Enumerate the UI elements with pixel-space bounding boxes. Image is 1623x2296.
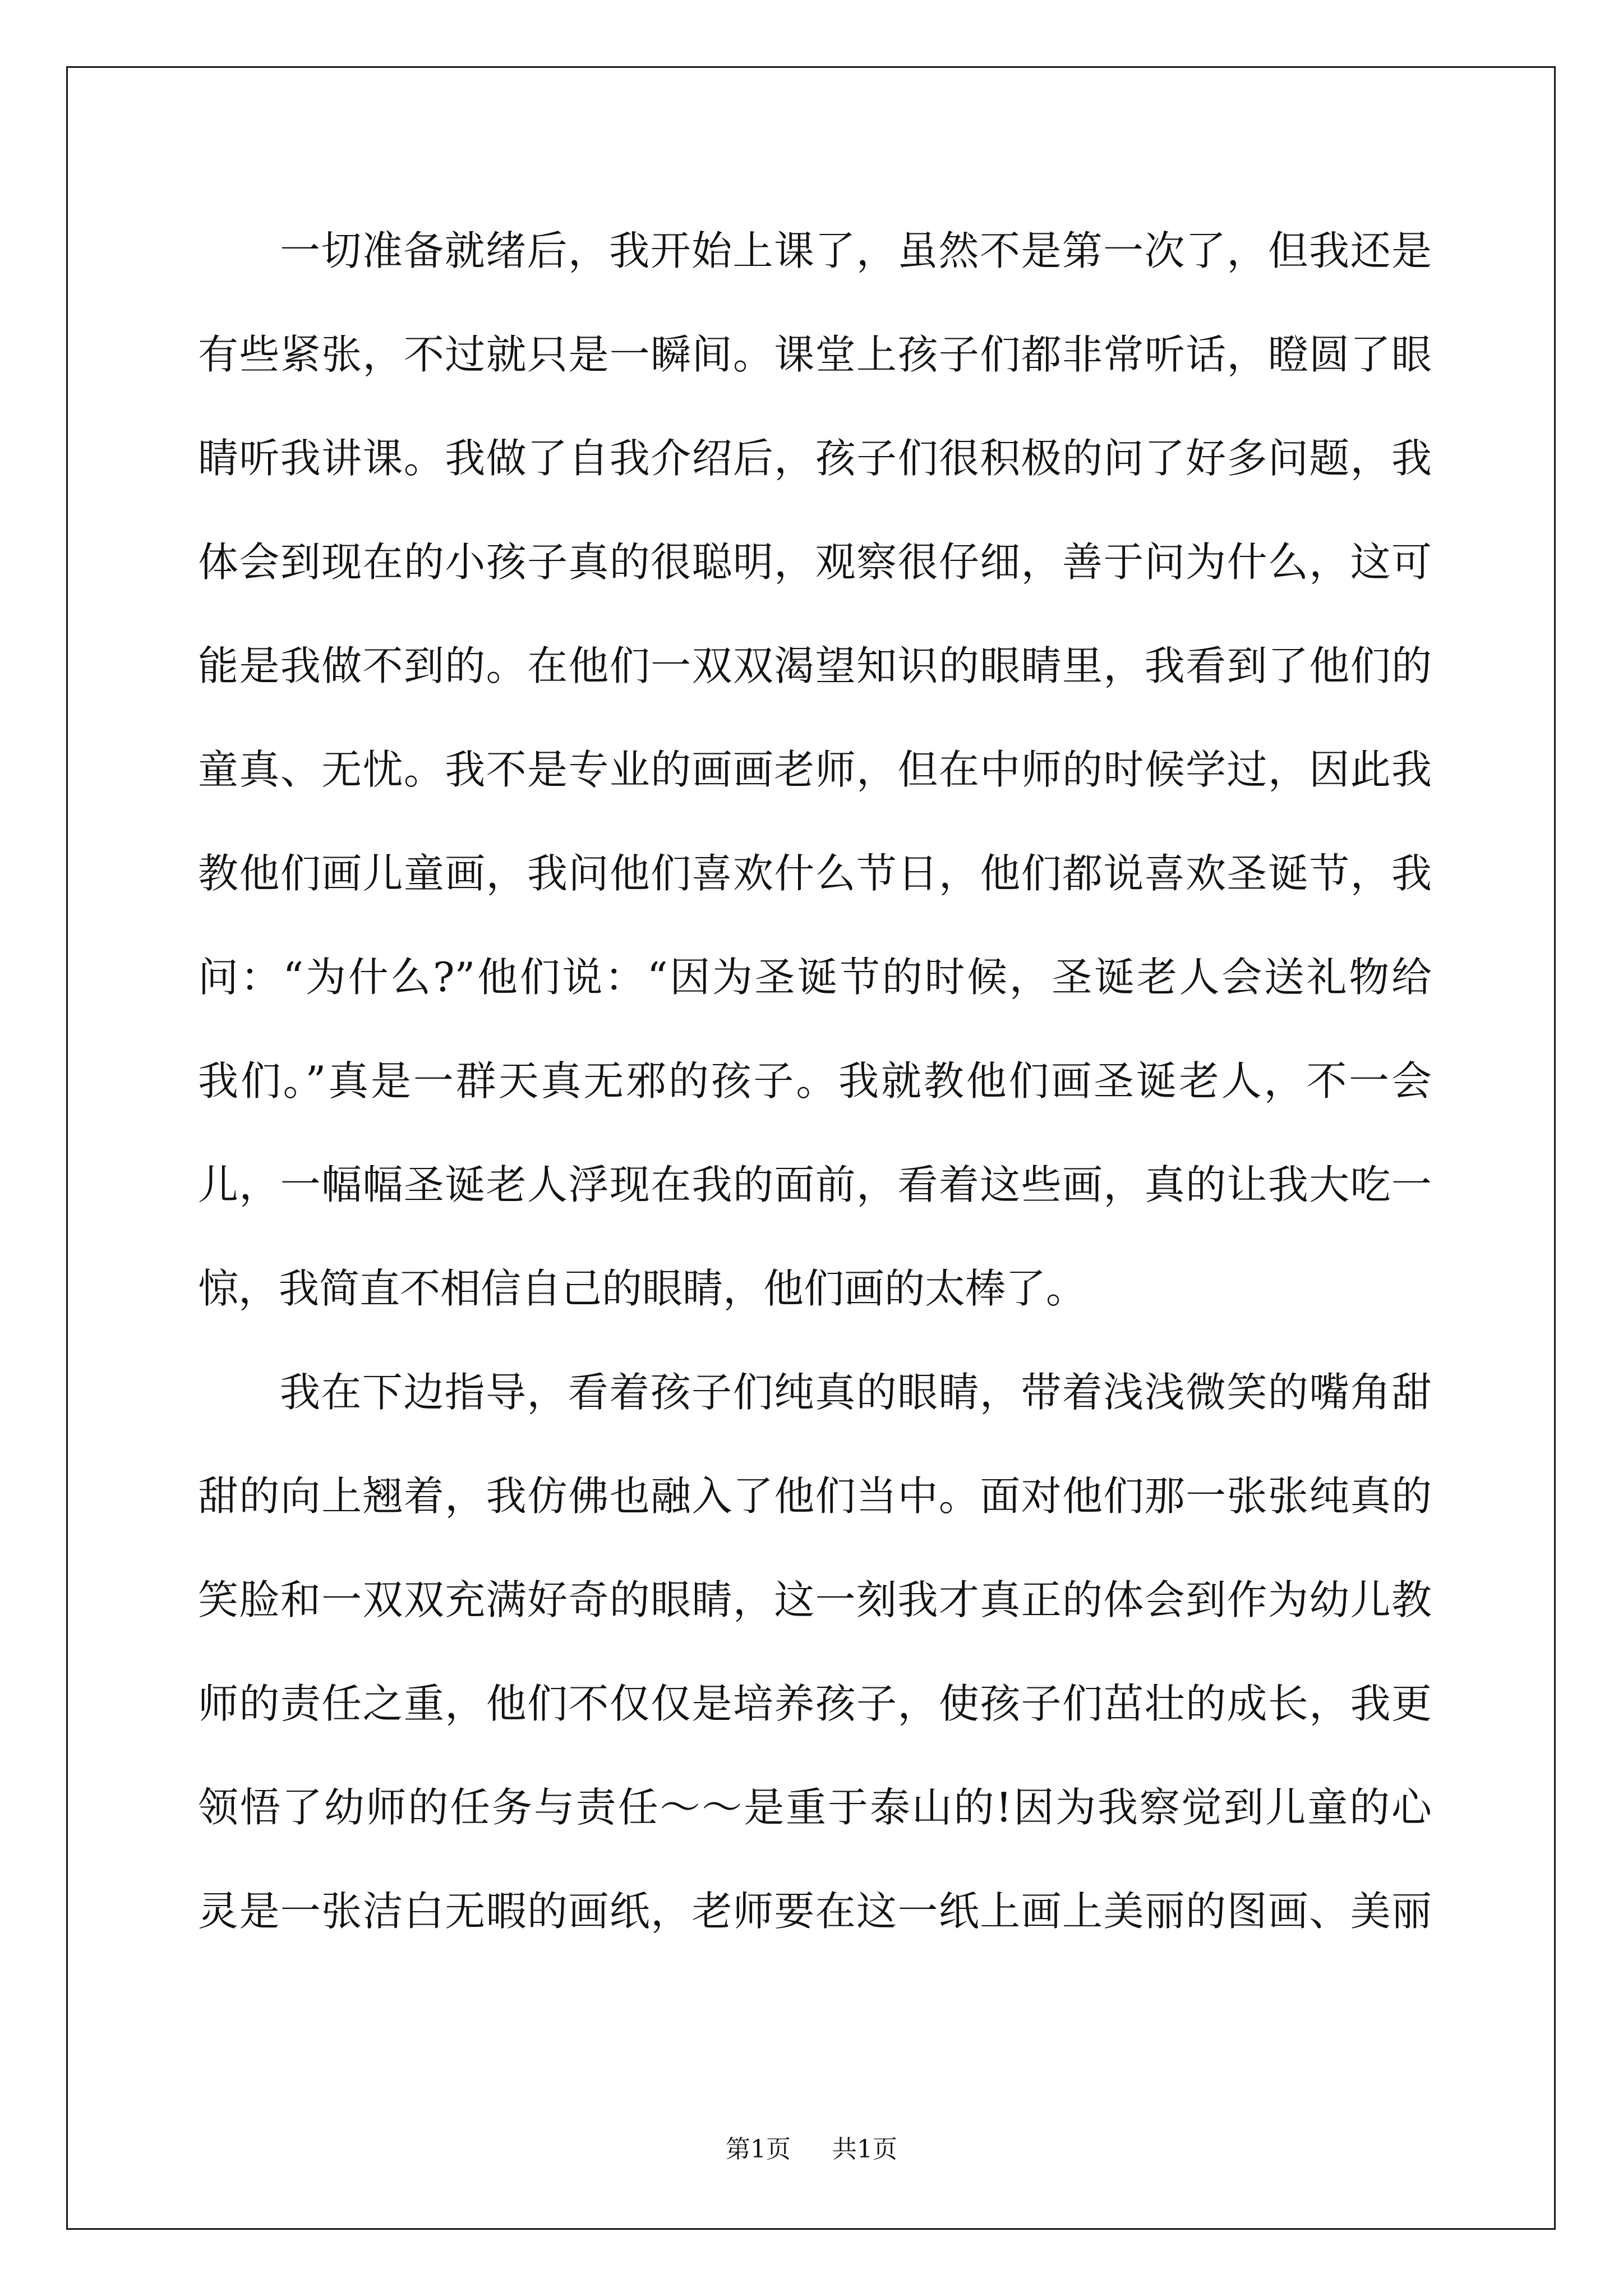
page-number-total: 共1页 <box>832 2135 897 2164</box>
paragraph-1-line-2: 有些紧张，不过就只是一瞬间。课堂上孩子们都非常听话，瞪圆了眼 <box>198 331 1432 378</box>
paragraph-1-line-8: 问：“为什么?”他们说：“因为圣诞节的时候，圣诞老人会送礼物给 <box>198 954 1432 1001</box>
paragraph-2-line-1: 我在下边指导，看着孩子们纯真的眼睛，带着浅浅微笑的嘴角甜 <box>280 1369 1432 1416</box>
paragraph-1-line-3: 睛听我讲课。我做了自我介绍后，孩子们很积极的问了好多问题，我 <box>198 435 1432 482</box>
document-body <box>198 199 1432 1963</box>
paragraph-1-line-10: 儿，一幅幅圣诞老人浮现在我的面前，看着这些画，真的让我大吃一 <box>198 1161 1432 1208</box>
paragraph-2-line-2: 甜的向上翘着，我仿佛也融入了他们当中。面对他们那一张张纯真的 <box>198 1473 1432 1520</box>
paragraph-2-line-5: 领悟了幼师的任务与责任～～是重于泰山的!因为我察觉到儿童的心 <box>198 1784 1432 1831</box>
page-footer <box>0 2129 1623 2165</box>
paragraph-1-line-7: 教他们画儿童画，我问他们喜欢什么节日，他们都说喜欢圣诞节，我 <box>198 850 1432 897</box>
paragraph-2-line-3: 笑脸和一双双充满好奇的眼睛，这一刻我才真正的体会到作为幼儿教 <box>198 1576 1432 1623</box>
paragraph-1-line-11: 惊，我简直不相信自己的眼睛，他们画的太棒了。 <box>198 1265 1087 1312</box>
paragraph-2-line-4: 师的责任之重，他们不仅仅是培养孩子，使孩子们茁壮的成长，我更 <box>198 1680 1432 1727</box>
page-number-current: 第1页 <box>726 2135 791 2164</box>
paragraph-1-line-5: 能是我做不到的。在他们一双双渴望知识的眼睛里，我看到了他们的 <box>198 642 1432 689</box>
paragraph-2-line-6: 灵是一张洁白无暇的画纸，老师要在这一纸上画上美丽的图画、美丽 <box>198 1888 1432 1935</box>
paragraph-1-line-1: 一切准备就绪后，我开始上课了，虽然不是第一次了，但我还是 <box>280 227 1432 274</box>
paragraph-1-line-9: 我们。”真是一群天真无邪的孩子。我就教他们画圣诞老人，不一会 <box>198 1057 1432 1105</box>
paragraph-1-line-4: 体会到现在的小孩子真的很聪明，观察很仔细，善于问为什么，这可 <box>198 539 1432 586</box>
paragraph-1-line-6: 童真、无忧。我不是专业的画画老师，但在中师的时候学过，因此我 <box>198 746 1432 793</box>
